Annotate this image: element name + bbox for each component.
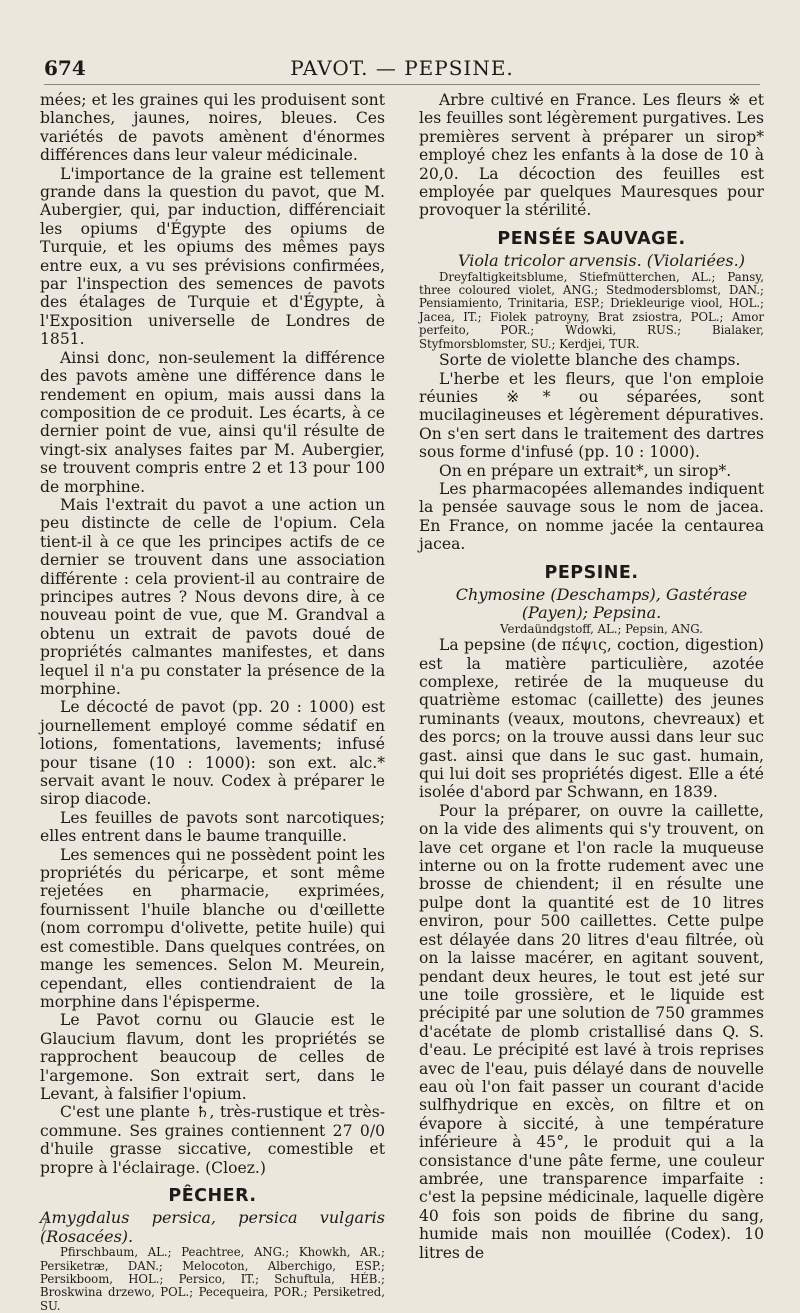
paragraph: Le Pavot cornu ou Glaucie est le Glaucium flavum, dont les propriétés se rapprochent beaucoup de celles de l'argemone. Son extrait sert, dans le Levant, à falsifier l'opium.	[40, 1011, 385, 1103]
section-title-pensee: PENSÉE SAUVAGE.	[497, 228, 686, 249]
paragraph: Le décocté de pavot (pp. 20 : 1000) est journellement employé comme sédatif en lotions, fomentations, lavements; infusé pour tisane (10 : 1000): son ext. alc.* servait avant le nouv. Codex à préparer le sirop diacode.	[40, 698, 385, 809]
paragraph: Ainsi donc, non-seulement la différence des pavots amène une différence dans le rendement en opium, mais aussi dans la composition de ce produit. Les écarts, à ce dernier point de vue, ainsi qu'il résulte de vingt-six analyses faites par M. Aubergier, se trouvent compris entre 2 et 13 pour 100 de morphine.	[40, 348, 385, 496]
paragraph: L'importance de la graine est tellement grande dans la question du pavot, que M. Aubergier, qui, par induction, différenciait les opiums d'Égypte des opiums de Turquie, et les opiums des mêmes pays entre eux, a vu ses prévisions confirmées, par l'inspection des semences de pavots des étalages de Turquie et d'Égypte, à l'Exposition universelle de Londres de 1851.	[40, 164, 385, 349]
synonyms-list: Verdaündgstoff, AL.; Pepsin, ANG.	[500, 621, 703, 636]
paragraph: Pour la préparer, on ouvre la caillette, on la vide des aliments qui s'y trouvent, on lave cet organe et l'on racle la muqueuse interne ou on la frotte rudement avec une brosse de chiendent; il en résulte une pulpe dont la quantité est de 10 litres environ, pour 500 caillettes. Cette pulpe est délayée dans 20 litres d'eau filtrée, où on la laisse macérer, en agitant souvent, pendant deux heures, le tout est jeté sur une toile grossière, et le liquide est précipité par une solution de 750 grammes d'acétate de plomb cristallisé dans Q. S. d'eau. Le précipité est lavé à trois reprises avec de l'eau, puis délayé dans de nouvelle eau où l'on fait passer un courant d'acide sulfhydrique en excès, on filtre et on évapore à siccité, à une température inférieure à 45°, le produit qui a la consistance d'une pâte ferme, une couleur ambrée, une transparence imparfaite : c'est la pepsine médicinale, laquelle digère 40 fois son poids de fibrine du sang, humide mais non mouillée (Codex). 10 litres de	[419, 801, 764, 1262]
paragraph: Sorte de violette blanche des champs.	[439, 351, 741, 370]
left-column	[40, 91, 385, 1313]
section-title-pepsine: PEPSINE.	[544, 562, 639, 583]
paragraph: On en prépare un extrait*, un sirop*.	[439, 461, 732, 480]
paragraph: La pepsine (de πέψις, coction, digestion) est la matière particulière, azotée complexe, retirée de la muqueuse du quatrième estomac (caillette) des jeunes ruminants (veaux, moutons, chevreaux) et des porcs; on la trouve aussi dans leur suc gast. ainsi que dans le suc gast. humain, qui lui doit ses propriétés digest. Elle a été isolée d'abord par Schwann, en 1839.	[419, 636, 764, 802]
section-latin-name: Chymosine (Deschamps), Gastérase (Payen); Pepsina.	[455, 584, 748, 623]
page-header	[44, 50, 760, 85]
paragraph: Arbre cultivé en France. Les fleurs ※ et les feuilles sont légèrement purgatives. Les premières servent à préparer un sirop* employé chez les enfants à la dose de 10 à 20,0. La décoction des feuilles est employée par quelques Mauresques pour provoquer la stérilité.	[419, 91, 764, 220]
synonyms-list: Dreyfaltigkeitsblume, Stiefmütterchen, AL.; Pansy, three coloured violet, ANG.; Stedmodersblomst, DAN.; Pensiamiento, Trinitaria, ESP.; Driekleurige viool, HOL.; Jacea, IT.; Fiolek patroyny, Brat zsiostra, POL.; Amor perfeito, POR.; Wdowki, RUS.; Bialaker, Styfmorsblomster, SU.; Kerdjei, TUR.	[419, 269, 764, 351]
paragraph: C'est une plante ♄, très-rustique et très-commune. Ses graines contiennent 27 0/0 d'huile grasse siccative, comestible et propre à l'éclairage. (Cloez.)	[40, 1103, 385, 1177]
page-number: 674	[44, 56, 86, 80]
paragraph: Mais l'extrait du pavot a une action un peu distincte de celle de l'opium. Cela tient-il à ce que les principes actifs de ce dernier se trouvent dans une association différente : cela provient-il au contraire de principes autres ? Nous devons dire, à ce nouveau point de vue, que M. Grandval a obtenu un extrait de pavots doué de propriétés calmantes manifestes, et dans lequel il n'a pu constater la présence de la morphine.	[40, 495, 385, 698]
section-title-pecher: PÊCHER.	[168, 1185, 257, 1206]
paragraph: Les feuilles de pavots sont narcotiques; elles entrent dans le baume tranquille.	[40, 808, 385, 846]
right-column	[419, 91, 764, 1313]
paragraph: mées; et les graines qui les produisent sont blanches, jaunes, noires, bleues. Ces variétés de pavots amènent d'énormes différences dans leur valeur médicinale.	[40, 91, 385, 165]
section-latin-name: Amygdalus persica, persica vulgaris (Rosacées).	[40, 1208, 385, 1246]
paragraph: L'herbe et les fleurs, que l'on emploie réunies ※* ou séparées, sont mucilagineuses et légèrement dépuratives. On s'en sert dans le traitement des dartres sous forme d'infusé (pp. 10 : 1000).	[419, 369, 764, 462]
paragraph: Les pharmacopées allemandes indiquent la pensée sauvage sous le nom de jacea. En France, on nomme jacée la centaurea jacea.	[419, 479, 764, 554]
paragraph: Les semences qui ne possèdent point les propriétés du péricarpe, et sont même rejetées en pharmacie, exprimées, fournissent l'huile blanche ou d'œillette (nom corrompu d'olivette, petite huile) qui est comestible. Dans quelques contrées, on mange les semences. Selon M. Meurein, cependant, elles contiendraient de la morphine dans l'épisperme.	[40, 845, 385, 1011]
running-head: PAVOT. — PEPSINE.	[290, 56, 514, 80]
text-columns	[40, 91, 764, 1313]
section-latin-name: Viola tricolor arvensis. (Violariées.)	[458, 251, 745, 271]
synonyms-list: Pfirschbaum, AL.; Peachtree, ANG.; Khowkh, AR.; Persiketræ, DAN.; Melocoton, Alberchigo, ESP.; Persikboom, HOL.; Persico, IT.; Schuftula, HÉB.; Broskwina drzewo, POL.; Pecequeira, POR.; Persiketred, SU.	[40, 1245, 385, 1313]
